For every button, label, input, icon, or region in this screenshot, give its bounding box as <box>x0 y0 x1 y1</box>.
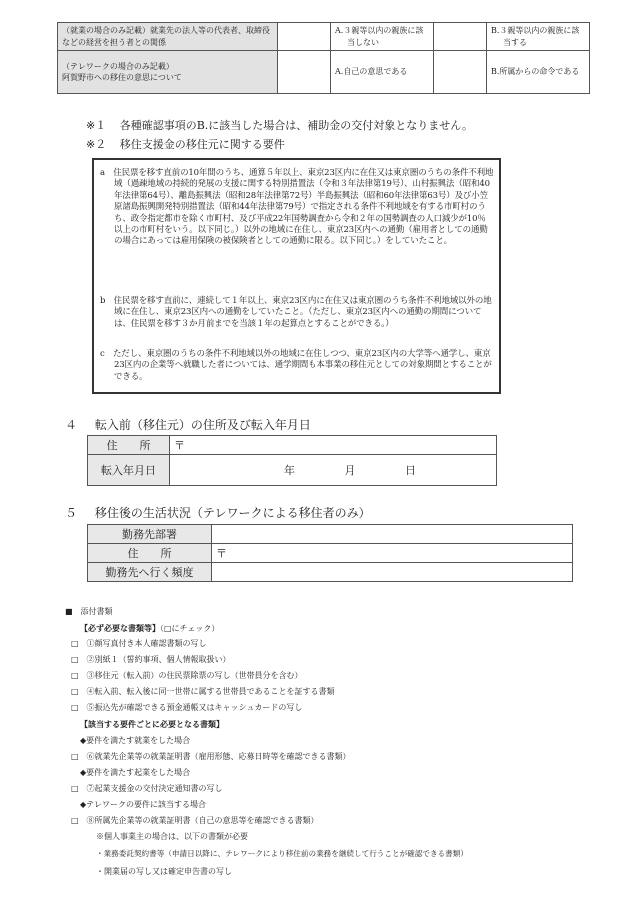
option-b-label: B.所属からの命令である <box>491 67 580 77</box>
requirement-c-text: c ただし、東京圏のうちの条件不利地域以外の地域に在住しつつ、東京23区内の大学等へ通学し、東京23区内の企業等へ就職した者については、通学期間も本事業の移住元としての対象期間とすることができる。 <box>100 349 492 382</box>
list-item[interactable]: □ ⑥就業先企業等の就業証明書（雇用形態、応募日時等を確認できる書類） <box>71 752 351 761</box>
note-2-text: 移住支援金の移住元に関する要件 <box>119 138 285 151</box>
note-1-mark: ※１ <box>86 119 107 132</box>
requirements-box <box>92 158 501 394</box>
post-move-table <box>87 524 573 582</box>
requirement-b-text: b 住民票を移す直前に、連続して１年以上、東京23区内に在住又は東京圏のうち条件不利地域以外の地域に在住し、東京23区内への通勤をしていたこと。（ただし、東京23区内への通勤の期間については、住民票を移す３か月前までを当該１年の起算点とすることができる。） <box>100 296 492 329</box>
description-text: 就業先の法人等の代表者、取締役などの経営を担う者との関係 <box>62 26 270 47</box>
table-row <box>58 51 590 94</box>
frequency-label: 勤務先へ行く頻度 <box>88 563 212 582</box>
requirement-b <box>100 296 494 330</box>
month-label: 月 <box>344 464 356 477</box>
option-b <box>487 51 590 94</box>
requirement-a <box>100 168 494 248</box>
note-1-text: 各種確認事項のB.に該当した場合は、補助金の交付対象となりません。 <box>119 119 473 132</box>
section-4-heading <box>65 418 311 433</box>
list-item[interactable]: □ ②別紙１（誓約事項、個人情報取扱い） <box>71 655 231 664</box>
option-a <box>331 51 434 94</box>
option-a-label: A.自己の意思である <box>335 67 408 77</box>
option-a-label: A.３親等以内の親族に該当しない <box>335 26 424 47</box>
department-field[interactable] <box>212 525 573 544</box>
note-2-mark: ※２ <box>86 138 107 151</box>
sole-proprietor-doc-1: ・業務委託契約書等（申請日以降に、テレワークにより移住前の業務を継続して行うことが確認できる書類） <box>96 849 468 858</box>
option-b <box>487 23 590 51</box>
checkbox-cell-b[interactable] <box>434 51 487 94</box>
sole-proprietor-note: ※個人事業主の場合は、以下の書類が必要 <box>96 832 248 841</box>
condition-startup: ◆要件を満たす起業をした場合 <box>80 768 191 777</box>
list-item[interactable]: □ ⑧所属先企業等の就業証明書（自己の意思等を確認できる書類） <box>71 816 319 825</box>
required-heading-text: 【必ず必要な書類等】 <box>80 623 160 633</box>
department-label: 勤務先部署 <box>88 525 212 544</box>
attachments-heading: ■ 添付書類 <box>65 607 113 616</box>
requirement-c <box>100 349 494 383</box>
required-note: （□にチェック） <box>160 624 220 633</box>
checkbox-cell-a[interactable] <box>278 51 331 94</box>
condition-telework: ◆テレワークの要件に該当する場合 <box>80 800 206 809</box>
confirmation-table <box>57 22 590 94</box>
frequency-field[interactable] <box>212 563 573 582</box>
note-1 <box>86 118 473 133</box>
description-note: （テレワークの場合のみ記載） <box>62 61 174 71</box>
list-item[interactable]: □ ⑤振込先が確認できる預金通帳又はキャッシュカードの写し <box>71 703 303 712</box>
checkbox-cell-a[interactable] <box>278 23 331 51</box>
conditional-heading-text: 【該当する要件ごとに必要となる書類】 <box>80 719 224 729</box>
section-title: 転入前（移住元）の住所及び転入年月日 <box>94 418 311 432</box>
year-label: 年 <box>284 464 295 477</box>
section-title: 移住後の生活状況（テレワークによる移住者のみ） <box>94 506 371 520</box>
postal-mark: 〒 <box>174 439 185 452</box>
table-row <box>58 23 590 51</box>
previous-address-field[interactable] <box>170 436 497 455</box>
section-number: ４ <box>65 418 78 432</box>
section-number: ５ <box>65 506 78 520</box>
workplace-address-field[interactable] <box>212 544 573 563</box>
list-item[interactable]: □ ①顔写真付き本人確認書類の写し <box>71 639 207 648</box>
requirement-a-text: a 住民票を移す直前の10年間のうち、通算５年以上、東京23区内に在住又は東京圏のうちの条件不利地域（過疎地域の持続的発展の支援に関する特別措置法（令和３年法律第19号）、山村振興法（昭和40年法律第64号）、離島振興法（昭和28年法律第72号）半島振興法（昭和60年法律第63号）及び小笠原諸島振興開発特別措置法（昭和44年法律第79号）で指定される条件不利地域を有する市町村のうち、政令指定都市を除く市町村、及び平成22年国勢調査から令和２年の国勢調査の人口減少が10％以上の市町村をいう。以下同じ。）以外の地域に在住し、東京23区内への通勤（雇用者としての通勤の場合にあっては雇用保険の被保険者としての通勤に限る。以下同じ。）をしていたこと。 <box>100 168 494 247</box>
postal-mark: 〒 <box>216 547 227 560</box>
day-label: 日 <box>405 464 416 477</box>
sole-proprietor-doc-2: ・開業届の写し又は確定申告書の写し <box>96 867 232 876</box>
condition-employment: ◆要件を満たす就業をした場合 <box>80 736 191 745</box>
move-in-date-label: 転入年月日 <box>88 455 170 486</box>
conditional-docs-heading <box>80 718 224 731</box>
section-5-heading <box>65 506 371 521</box>
checkbox-cell-b[interactable] <box>434 23 487 51</box>
list-item[interactable]: □ ③移住元（転入前）の住民票除票の写し（世帯員分を含む） <box>71 671 303 680</box>
address-label: 住 所 <box>88 436 170 455</box>
note-2 <box>86 137 285 152</box>
required-items-list <box>71 638 335 718</box>
option-b-label: B.３親等以内の親族に該当する <box>491 26 580 47</box>
address-label: 住 所 <box>88 544 212 563</box>
confirmation-description <box>58 51 278 94</box>
required-docs-heading <box>80 622 219 635</box>
list-item[interactable]: □ ⑦起業支援金の交付決定通知書の写し <box>71 784 223 793</box>
list-item[interactable]: □ ④転入前、転入後に同一世帯に属する世帯員であることを証する書類 <box>71 687 335 696</box>
description-note: （就業の場合のみ記載） <box>62 26 150 35</box>
option-a <box>331 23 434 51</box>
previous-address-table <box>87 435 497 486</box>
move-in-date-field[interactable] <box>170 455 497 486</box>
confirmation-description <box>58 23 278 51</box>
description-text: 阿賀野市への移住の意思について <box>62 73 182 82</box>
